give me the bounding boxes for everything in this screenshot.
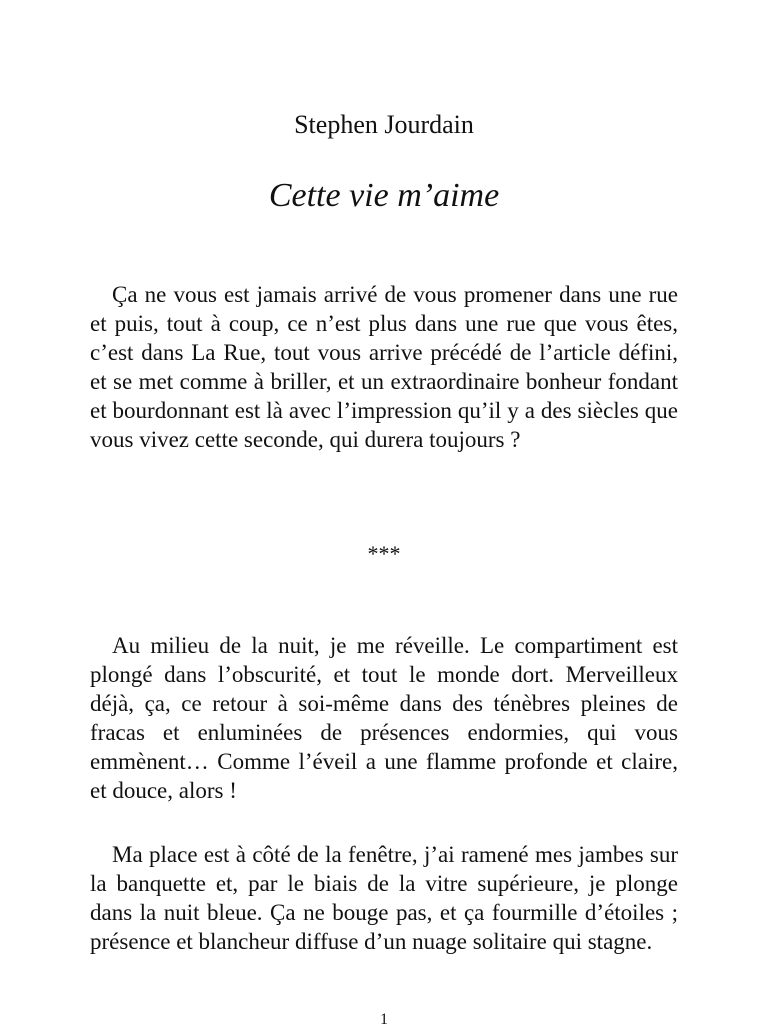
page-number: 1 [380, 1011, 388, 1028]
book-title: Cette vie m’aime [268, 177, 500, 214]
paragraph-1: Ça ne vous est jamais arrivé de vous promener dans une rue et puis, tout à coup, ce n’est plus dans une rue que vous êtes, c’est dans La Rue, tout vous arrive précédé de l’article défini, et se met comme à briller, et un extraordinaire bonheur fondant et bourdonnant est là avec l’impression qu’il y a des siècles que vous vivez cette seconde, qui durera toujours ? [90, 282, 678, 452]
paragraph-2: Au milieu de la nuit, je me réveille. Le compartiment est plongé dans l’obscurité, et tout le monde dort. Merveilleux déjà, ça, ce retour à soi-même dans des ténèbres pleines de fracas et enluminées de présences endormies, qui vous emmènent… Comme l’éveil a une flamme profonde et claire, et douce, alors ! [90, 633, 678, 803]
section-separator: *** [367, 541, 401, 566]
paragraph-3: Ma place est à côté de la fenêtre, j’ai ramené mes jambes sur la banquette et, par le biais de la vitre supérieure, je plonge dans la nuit bleue. Ça ne bouge pas, et ça fourmille d’étoiles ; présence et blancheur diffuse d’un nuage solitaire qui stagne. [90, 842, 678, 954]
author-name: Stephen Jourdain [294, 110, 474, 139]
